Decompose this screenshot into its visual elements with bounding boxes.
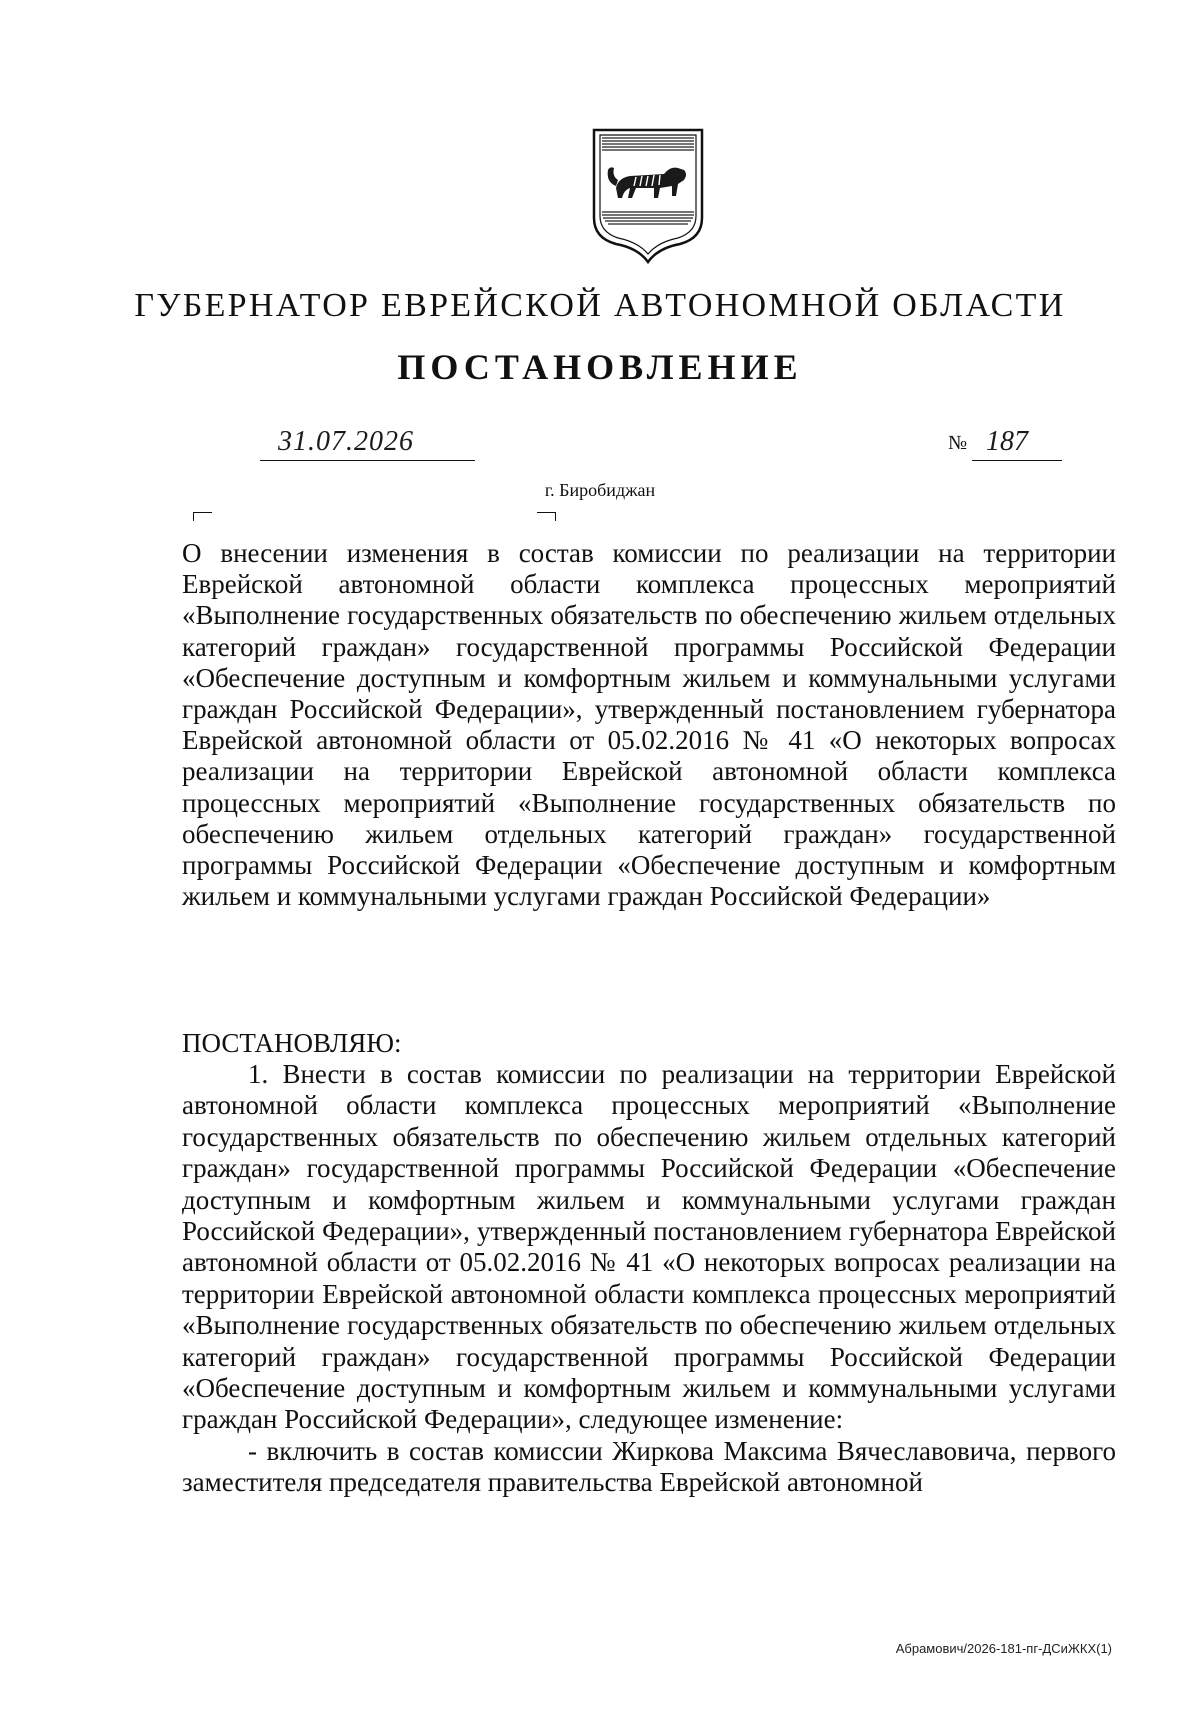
handwritten-date: 31.07.2026 bbox=[278, 426, 414, 457]
city-name: г. Биробиджан bbox=[544, 480, 656, 500]
handwritten-number: 187 bbox=[986, 426, 1028, 457]
document-body bbox=[182, 1059, 1116, 1499]
paragraph-2: - включить в состав комиссии Жиркова Максима Вячеславовича, первого заместителя председателя правительства Еврейской автономной bbox=[182, 1435, 1116, 1498]
number-label: № bbox=[948, 432, 968, 454]
title-bracket-left bbox=[193, 512, 212, 521]
date-field bbox=[260, 420, 475, 461]
document-subject: О внесении изменения в состав комиссии по реализации на территории Еврейской автономной области комплекса процессных мероприятий «Выполнение государственных обязательств по обеспечению жильем отдельных категорий граждан» государственной программы Российской Федерации «Обеспечение доступным и комфортным жильем и коммунальными услугами граждан Российской Федерации», утвержденный постановлением губернатора Еврейской автономной области от 05.02.2016 № 41 «О некоторых вопросах реализации на территории Еврейской автономной области комплекса процессных мероприятий «Выполнение государственных обязательств по обеспечению жильем отдельных категорий граждан» государственной программы Российской Федерации «Обеспечение доступным и комфортным жильем и коммунальными услугами граждан Российской Федерации» bbox=[182, 538, 1116, 912]
decree-word: ПОСТАНОВЛЯЮ: bbox=[182, 1028, 402, 1058]
coat-of-arms-tiger-icon bbox=[588, 126, 708, 264]
paragraph-1: 1. Внести в состав комиссии по реализации на территории Еврейской автономной области комплекса процессных мероприятий «Выполнение государственных обязательств по обеспечению жильем отдельных категорий граждан» государственной программы Российской Федерации «Обеспечение доступным и комфортным жильем и коммунальными услугами граждан Российской Федерации», утвержденный постановлением губернатора Еврейской автономной области от 05.02.2016 № 41 «О некоторых вопросах реализации на территории Еврейской автономной области комплекса процессных мероприятий «Выполнение государственных обязательств по обеспечению жильем отдельных категорий граждан» государственной программы Российской Федерации «Обеспечение доступным и комфортным жильем и коммунальными услугами граждан Российской Федерации», следующее изменение: bbox=[182, 1059, 1116, 1435]
issuing-authority: ГУБЕРНАТОР ЕВРЕЙСКОЙ АВТОНОМНОЙ ОБЛАСТИ bbox=[134, 287, 1066, 324]
document-type-title: ПОСТАНОВЛЕНИЕ bbox=[397, 347, 803, 387]
title-bracket-right bbox=[537, 512, 556, 521]
footer-reference: Абрамович/2026-181-пг-ДСиЖКХ(1) bbox=[895, 1641, 1112, 1656]
number-field bbox=[972, 420, 1062, 461]
